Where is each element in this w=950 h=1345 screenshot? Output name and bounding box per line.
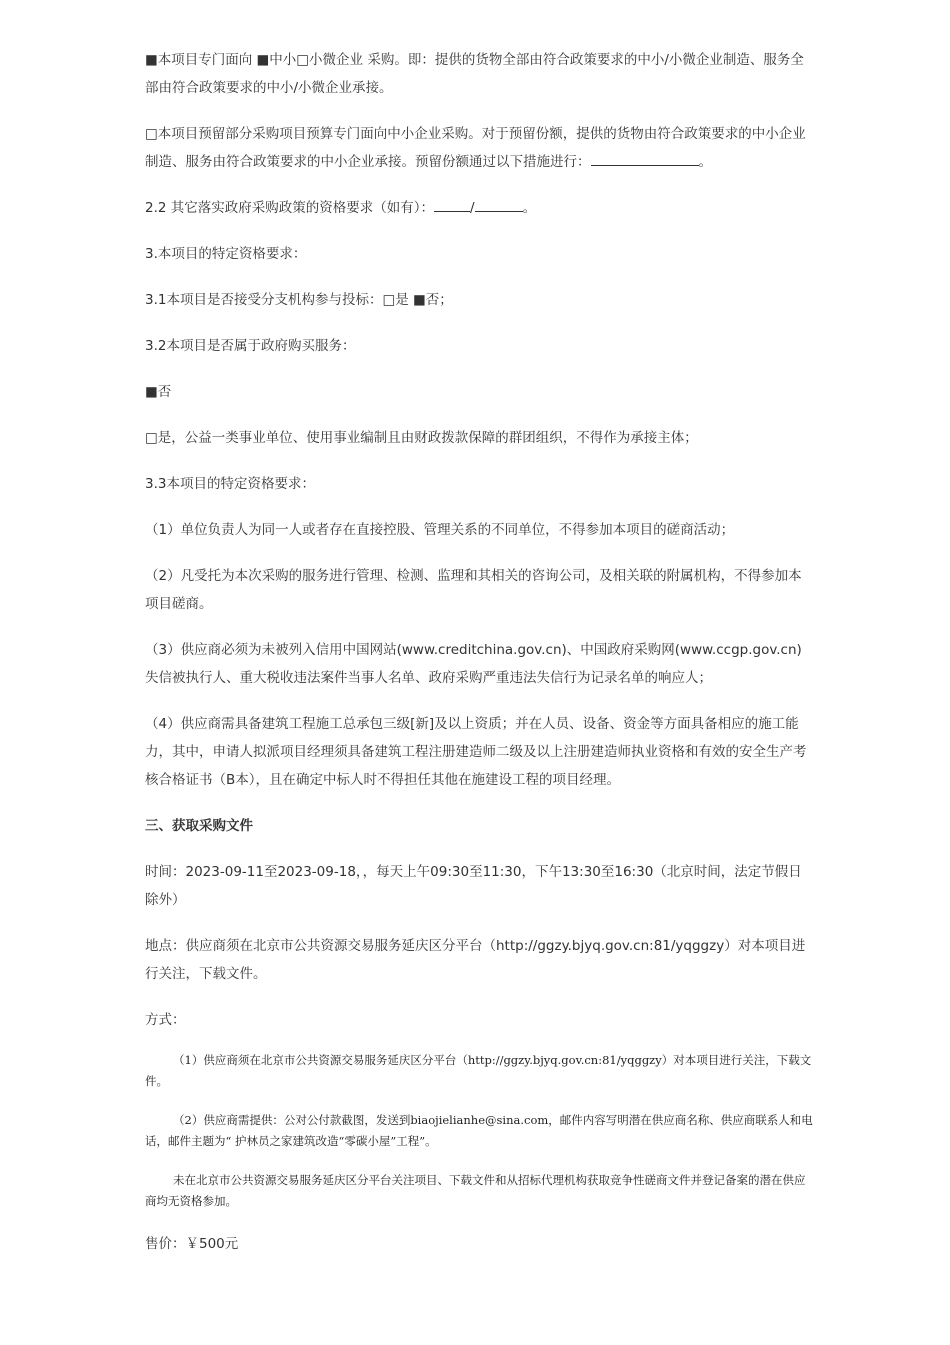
- other-policy-slash: /: [470, 200, 475, 216]
- reserved-share-paragraph: [145, 120, 813, 176]
- requirement-1: （1）单位负责人为同一人或者存在直接控股、管理关系的不同单位，不得参加本项目的磋商活动；: [145, 522, 735, 538]
- method-2: （2）供应商需提供：公对公付款截图，发送到biaojielianhe@sina.com，邮件内容写明潜在供应商名称、供应商联系人和电话，邮件主题为“ 护林员之家建筑改造“零碳小屋”工程”。: [145, 1113, 813, 1148]
- reserved-share-text: □本项目预留部分采购项目预算专门面向中小企业采购。对于预留份额，提供的货物由符合政策要求的中小企业制造、服务由符合政策要求的中小企业承接。预留份额通过以下措施进行：: [145, 126, 806, 170]
- acquisition-method-label: 方式：: [145, 1012, 186, 1028]
- branch-bid-question: 3.1本项目是否接受分支机构参与投标：□是 ■否；: [145, 292, 453, 308]
- other-policy-paragraph: [145, 194, 813, 222]
- special-qualification-title: 3.本项目的特定资格要求：: [145, 246, 307, 262]
- section-heading-get-documents: 三、获取采购文件: [145, 818, 253, 834]
- requirement-2: （2）凡受托为本次采购的服务进行管理、检测、监理和其相关的咨询公司，及相关联的附属机构，不得参加本项目磋商。: [145, 568, 802, 612]
- other-policy-blank-left: [434, 197, 470, 212]
- other-policy-end: 。: [522, 200, 537, 216]
- method-1: （1）供应商须在北京市公共资源交易服务延庆区分平台（http://ggzy.bjyq.gov.cn:81/yqggzy）对本项目进行关注，下载文件。: [145, 1053, 812, 1088]
- method-note: 未在北京市公共资源交易服务延庆区分平台关注项目、下载文件和从招标代理机构获取竞争性磋商文件并登记备案的潜在供应商均无资格参加。: [145, 1173, 806, 1208]
- requirement-4: （4）供应商需具备建筑工程施工总承包三级[新]及以上资质；并在人员、设备、资金等方面具备相应的施工能力，其中，申请人拟派项目经理须具备建筑工程注册建造师二级及以上注册建造师执业资格和有效的安全生产考核合格证书（B本），且在确定中标人时不得担任其他在施建设工程的项目经理。: [145, 716, 807, 788]
- reserved-share-end: 。: [698, 154, 712, 170]
- acquisition-time: 时间：2023-09-11至2023-09-18，，每天上午09:30至11:30，下午13:30至16:30（北京时间，法定节假日除外）: [145, 864, 802, 908]
- document-price: 售价：￥500元: [145, 1236, 239, 1252]
- other-policy-text: 2.2 其它落实政府采购政策的资格要求（如有）：: [145, 200, 435, 216]
- acquisition-place: 地点：供应商须在北京市公共资源交易服务延庆区分平台（http://ggzy.bjyq.gov.cn:81/yqggzy）对本项目进行关注，下载文件。: [145, 938, 806, 982]
- gov-purchase-question: 3.2本项目是否属于政府购买服务：: [145, 338, 356, 354]
- sme-policy-paragraph: ■本项目专门面向 ■中小□小微企业 采购。即：提供的货物全部由符合政策要求的中小/小微企业制造、服务全部由符合政策要求的中小/小微企业承接。: [145, 52, 804, 96]
- requirement-3: （3）供应商必须为未被列入信用中国网站(www.creditchina.gov.cn)、中国政府采购网(www.ccgp.gov.cn)失信被执行人、重大税收违法案件当事人名单、政府采购严重违法失信行为记录名单的响应人；: [145, 642, 802, 686]
- document-body: [145, 46, 813, 1258]
- special-requirements-title: 3.3本项目的特定资格要求：: [145, 476, 315, 492]
- other-policy-blank-right: [475, 197, 523, 212]
- reserved-measures-blank: [591, 151, 699, 166]
- gov-purchase-no: ■否: [145, 384, 172, 400]
- gov-purchase-yes: □是，公益一类事业单位、使用事业编制且由财政拨款保障的群团组织，不得作为承接主体；: [145, 430, 698, 446]
